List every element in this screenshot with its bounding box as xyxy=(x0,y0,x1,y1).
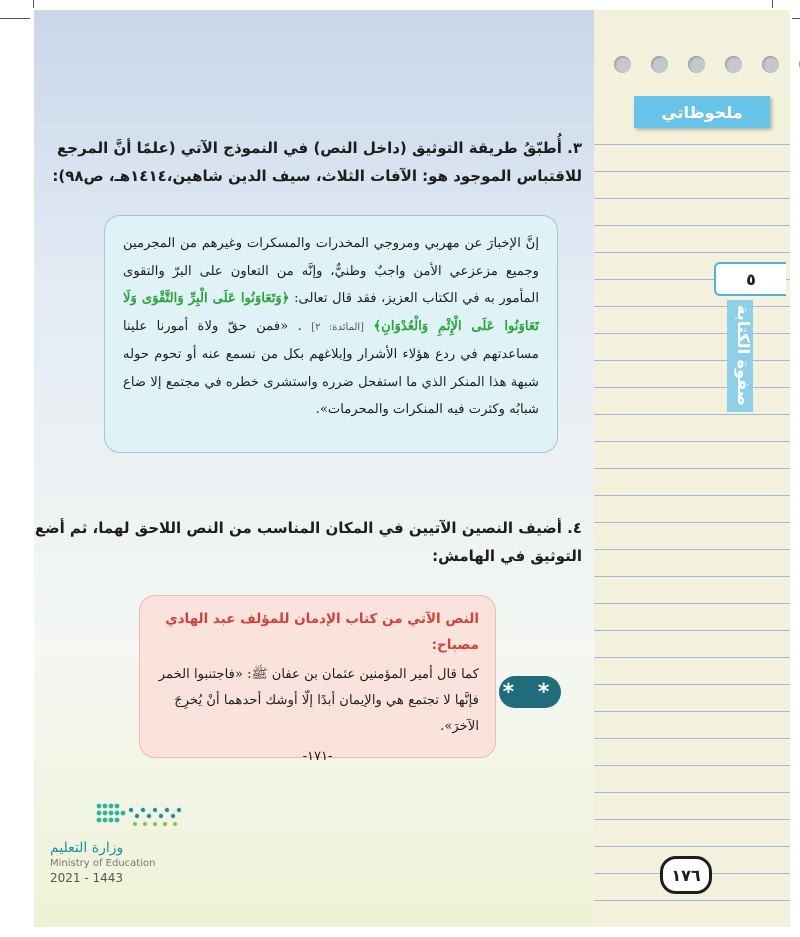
quotation-text-part-2: . «فمن حقّ ولاة أمورنا علينا مساعدتهم في ردع هؤلاء الأشرار وإبلاغهم بكل من نسمع عنه أو تحوم حوله شبهة هذا المنكر الذي ما استفحل ضرره واستشرى خطره في مجتمع إلا ضاع شبابُه وكثرت فيه المنكرات والمحرمات». xyxy=(123,318,539,417)
stars-badge: * * xyxy=(499,676,561,708)
question-3-line-2: للاقتباس الموجود هو: الآفات الثلاث، سيف الدين شاهين،١٤١٤هـ، ص٩٨): xyxy=(52,167,582,185)
binder-hole xyxy=(688,56,705,73)
binder-hole xyxy=(725,56,742,73)
crop-mark xyxy=(792,18,800,19)
binder-hole xyxy=(614,56,631,73)
crop-mark xyxy=(772,0,773,8)
question-3 xyxy=(52,134,582,190)
crop-mark xyxy=(33,0,34,8)
page-number: ١٧٦ xyxy=(660,856,712,894)
unit-title-vertical: صفوة الكتابة xyxy=(727,300,753,412)
ministry-name-english: Ministry of Education xyxy=(50,858,156,869)
chapter-number-tab: ٥ xyxy=(714,262,786,296)
question-4-line-1: ٤. أضيف النصين الآتيين في المكان المناسب من النص اللاحق لهما، ثم أضع xyxy=(34,519,582,537)
source-box-text: كما قال أمير المؤمنين عثمان بن عفان ﷺ: «فاجتنبوا الخمر فإنَّها لا تجتمع هي والإيمان أبدًا إلّا أوشك أحدهما أنْ يُخرِجَ الآخرَ». xyxy=(158,667,479,734)
binder-hole xyxy=(651,56,668,73)
verse-reference: [المائدة: ٢] xyxy=(311,321,365,333)
quotation-box xyxy=(104,215,558,453)
ministry-name-arabic: وزارة التعليم xyxy=(50,840,124,856)
crop-mark xyxy=(0,18,30,19)
quran-verse: ﴿وَتَعَاوَنُوا عَلَى الْبِرِّ وَالتَّقْوَى وَلَا تَعَاوَنُوا عَلَى الْإِثْمِ وَالْعُدْوَانِ﴾ xyxy=(123,291,539,334)
ministry-logo-icon xyxy=(95,800,187,836)
quotation-text-part-1: إنَّ الإخبارَ عن مهربي ومروجي المخدرات والمسكرات وغيرهم من المجرمين وجميع مزعزعي الأمن واجبٌ وطنيٌّ، وإنَّه من التعاون على البرّ والتقوى المأمور به في الكتاب العزيز، فقد قال تعالى: xyxy=(123,236,539,306)
source-text-box xyxy=(139,595,496,764)
binder-hole xyxy=(762,56,779,73)
notes-sidebar xyxy=(594,10,790,927)
question-3-line-1: ٣. أُطبّقُ طريقة التوثيق (داخل النص) في النموذج الآتي (علمًا أنَّ المرجع xyxy=(57,139,582,157)
question-4 xyxy=(35,514,582,570)
source-page-reference: -١٧١- xyxy=(302,749,333,764)
binder-holes xyxy=(614,56,800,73)
source-box-title: النص الآتي من كتاب الإدمان للمؤلف عبد الهادي مصباح: xyxy=(165,611,479,653)
ministry-year: 2021 - 1443 xyxy=(50,871,124,885)
notes-label: ملحوظاتي xyxy=(634,96,770,128)
question-4-line-2: التوثيق في الهامش: xyxy=(432,547,582,565)
